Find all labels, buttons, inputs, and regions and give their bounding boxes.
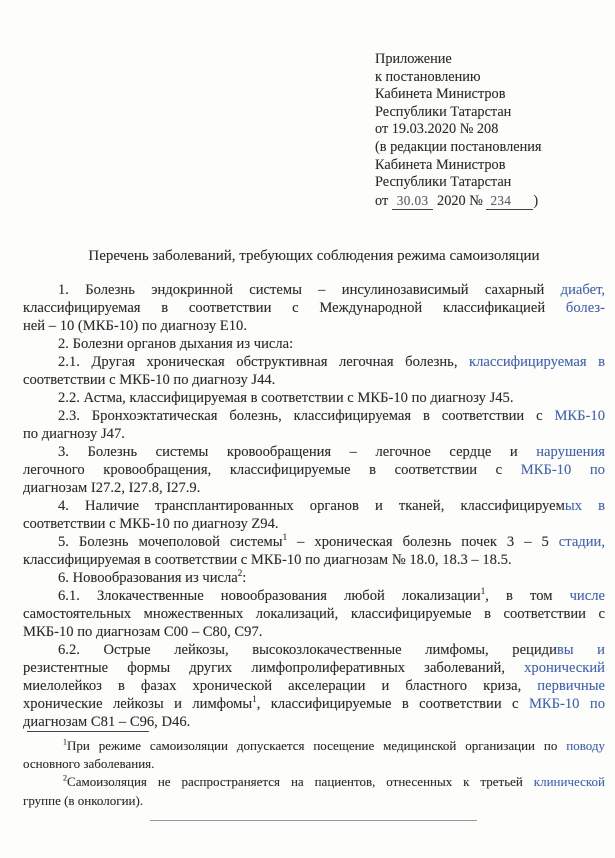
annex-header-line: Республики Татарстан bbox=[375, 174, 512, 191]
text-run: резистентные формы других лимфопролиферативных заболеваний, bbox=[23, 660, 525, 676]
text-run: хронический bbox=[524, 660, 605, 676]
text-line bbox=[23, 677, 605, 695]
text-run: классифицируемая в соответствии с Международной классификацией bbox=[23, 300, 566, 316]
text-line bbox=[23, 737, 605, 755]
text-line bbox=[23, 353, 605, 371]
text-run: ых в bbox=[564, 498, 605, 514]
document-body bbox=[23, 281, 605, 731]
text-run: МКБ-10 по bbox=[520, 462, 605, 478]
text-run: 5. Болезнь мочеполовой системы bbox=[58, 534, 283, 550]
number-fill-value: 234 bbox=[490, 192, 512, 208]
text-run: 4. Наличие трансплантированных органов и тканей, классифицируем bbox=[58, 498, 565, 514]
text-line bbox=[23, 605, 605, 623]
text-run: 2.1. Другая хроническая обструктивная легочная болезнь, bbox=[58, 354, 470, 370]
annex-header bbox=[375, 51, 541, 209]
text-run: , классифицируемые в соответствии с bbox=[256, 696, 529, 712]
text-line bbox=[23, 389, 605, 407]
text-run: 2.2. Астма, классифицируемая в соответствии с МКБ-10 по диагнозу J45. bbox=[58, 390, 514, 406]
text-line bbox=[23, 497, 605, 515]
bottom-rule bbox=[150, 820, 477, 821]
text-run: 6. Новообразования из числа bbox=[58, 570, 238, 586]
paragraph bbox=[23, 773, 605, 809]
text-line bbox=[23, 641, 605, 659]
text-run: : bbox=[242, 570, 247, 586]
paragraph bbox=[23, 407, 605, 443]
paragraph bbox=[23, 641, 605, 731]
text-line bbox=[23, 659, 605, 677]
text-run: МКБ-10 bbox=[554, 408, 605, 424]
footnotes bbox=[23, 737, 605, 810]
text-run: – хроническая болезнь почек 3 – 5 bbox=[287, 534, 559, 550]
text-run: вы и bbox=[556, 642, 605, 658]
text-line bbox=[23, 425, 605, 443]
annex-header-line: Приложение bbox=[375, 51, 452, 67]
text-run: классифицируемая в соответствии с МКБ-10 по диагнозам № 18.0, 18.3 – 18.5. bbox=[23, 552, 512, 568]
text-line bbox=[23, 551, 605, 569]
text-run: поводу bbox=[566, 738, 605, 753]
date-underline bbox=[392, 193, 434, 210]
text-run: МКБ-10 по диагнозам C00 – C80, C97. bbox=[23, 624, 263, 640]
text-run: самостоятельных множественных локализаций, классифицируемые в соответствии с bbox=[23, 606, 605, 622]
text-run: болез- bbox=[565, 300, 605, 316]
text-run: стадии, bbox=[558, 534, 605, 550]
text-run: клинической bbox=[533, 774, 605, 790]
superscript-ref: 1 bbox=[63, 737, 68, 747]
annex-header-line: (в редакции постановления bbox=[375, 138, 542, 155]
text-run: соответствии с МКБ-10 по диагнозу Z94. bbox=[23, 516, 279, 532]
superscript-ref: 1 bbox=[282, 533, 288, 543]
filled-line-prefix: от bbox=[375, 192, 392, 209]
text-run: диагнозам C81 – C96, D46. bbox=[23, 714, 191, 730]
text-run: группе (в онкологии). bbox=[23, 792, 144, 808]
text-run: нарушения bbox=[536, 444, 605, 460]
text-line bbox=[23, 623, 605, 641]
paragraph bbox=[23, 569, 605, 587]
text-line bbox=[23, 281, 605, 299]
text-line bbox=[23, 773, 605, 791]
paragraph bbox=[23, 389, 605, 407]
footnote-separator bbox=[27, 731, 149, 732]
text-line bbox=[23, 443, 605, 461]
text-run: хронические лейкозы и лимфомы bbox=[23, 696, 253, 712]
paragraph bbox=[23, 335, 605, 353]
text-line bbox=[23, 479, 605, 497]
date-fill-value: 30.03 bbox=[396, 192, 429, 208]
text-line bbox=[23, 587, 605, 605]
text-line bbox=[23, 695, 605, 713]
paragraph bbox=[23, 587, 605, 641]
text-line bbox=[23, 335, 605, 353]
document-title: Перечень заболеваний, требующих соблюдения режима самоизоляции bbox=[88, 248, 540, 264]
text-run: 6.2. Острые лейкозы, высокозлокачественные лимфомы, рециди bbox=[58, 642, 557, 658]
paragraph bbox=[23, 497, 605, 533]
annex-header-line: Республики Татарстан bbox=[375, 103, 512, 120]
paragraph bbox=[23, 281, 605, 335]
text-line bbox=[23, 299, 605, 317]
number-underline bbox=[486, 193, 533, 210]
text-line bbox=[23, 371, 605, 389]
superscript-ref: 2 bbox=[63, 774, 68, 784]
text-line bbox=[23, 792, 605, 810]
text-line bbox=[23, 407, 605, 425]
text-run: легочного кровообращения, классифицируемые в соответствии с bbox=[23, 462, 521, 478]
text-line bbox=[23, 569, 605, 587]
annex-header-line: Кабинета Министров bbox=[375, 156, 506, 173]
text-line bbox=[23, 317, 605, 335]
text-line bbox=[23, 713, 605, 731]
annex-header-line: к постановлению bbox=[375, 68, 481, 85]
superscript-ref: 1 bbox=[480, 587, 486, 597]
text-run: Самоизоляция не распространяется на пациентов, отнесенных к третьей bbox=[67, 774, 534, 790]
annex-header-line: от 19.03.2020 № 208 bbox=[375, 121, 499, 138]
superscript-ref: 1 bbox=[252, 695, 257, 705]
paragraph bbox=[23, 443, 605, 497]
text-run: миелолейкоз в фазах хронической акселерации и бластного криза, bbox=[23, 678, 538, 694]
text-run: первичные bbox=[537, 678, 605, 694]
text-run: диабет, bbox=[560, 282, 605, 298]
text-run: 2. Болезни органов дыхания из числа: bbox=[58, 336, 294, 352]
filled-line-suffix: ) bbox=[533, 192, 539, 209]
text-run: диагнозам I27.2, I27.8, I27.9. bbox=[23, 480, 201, 496]
text-line bbox=[23, 515, 605, 533]
superscript-ref: 2 bbox=[237, 569, 243, 579]
text-line bbox=[23, 461, 605, 479]
text-run: ней – 10 (МКБ-10) по диагнозу E10. bbox=[23, 318, 247, 334]
paragraph bbox=[23, 353, 605, 389]
text-run: 6.1. Злокачественные новообразования любой локализации bbox=[58, 588, 481, 604]
text-run: 3. Болезнь системы кровообращения – легочное сердце и bbox=[58, 444, 537, 460]
text-run: основного заболевания. bbox=[23, 756, 155, 772]
text-run: 1. Болезнь эндокринной системы – инсулинозависимый сахарный bbox=[58, 282, 561, 298]
text-run: МКБ-10 по bbox=[528, 696, 605, 712]
text-run: числе bbox=[569, 588, 605, 604]
text-run: классифицируемая в bbox=[469, 354, 605, 370]
text-run: При режиме самоизоляции допускается посещение медицинской организации по bbox=[67, 738, 567, 753]
text-run: 2.3. Бронхоэктатическая болезнь, классифицируемая в соответствии с bbox=[58, 408, 555, 424]
paragraph bbox=[23, 737, 605, 773]
text-line bbox=[23, 533, 605, 551]
paragraph bbox=[23, 533, 605, 569]
annex-header-filled-line bbox=[375, 192, 541, 210]
text-line bbox=[23, 755, 605, 773]
text-run: , в том bbox=[485, 588, 570, 604]
text-run: по диагнозу J47. bbox=[23, 426, 125, 442]
text-run: соответствии с МКБ-10 по диагнозу J44. bbox=[23, 372, 276, 388]
filled-line-middle: 2020 № bbox=[433, 192, 487, 209]
annex-header-line: Кабинета Министров bbox=[375, 86, 506, 103]
